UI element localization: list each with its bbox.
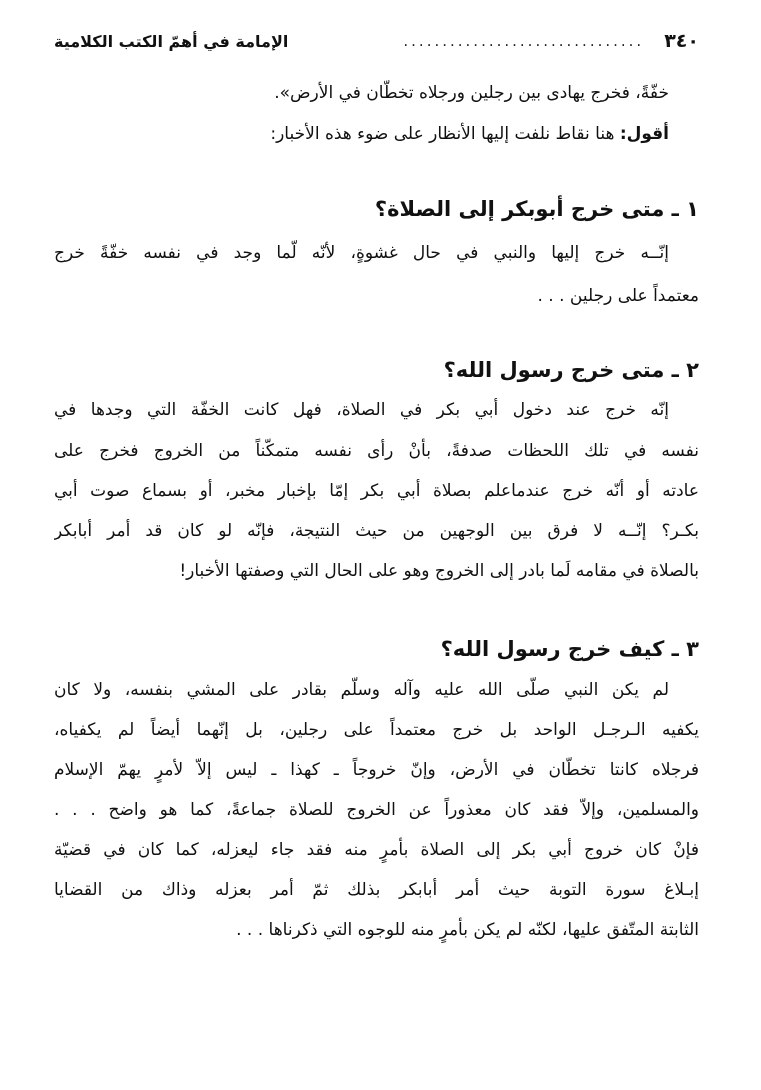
section-3-line-4: والمسلمين، وإلاّ فقد كان معذوراً عن الخروج للصلاة جماعةً، كما هو واضح . . . [54,800,699,820]
section-3-line-7: الثابتة المتّفق عليها، لكنّه لم يكن بأمرٍ منه للوجوه التي ذكرناها . . . [236,920,699,940]
intro-line-1: خفّةً، فخرج يهادى بين رجلين ورجلاه تخطّان في الأرض». [274,83,669,103]
section-heading-3: ٣ ـ كيف خرج رسول الله؟ [440,637,699,661]
intro-line-2 [54,121,669,149]
section-1-line-2: معتمداً على رجلين . . . [537,286,699,306]
section-3-line-2: يكفيه الـرجـل الواحد بل خرج معتمداً على رجلين، بل إنّهما أيضاً لم يكفياه، [54,720,699,740]
section-1-line-1: إنّــه خرج إليها والنبي في حال غشوةٍ، لأنّه لّما وجد في نفسه خفّةً خرج [54,243,669,263]
section-2-line-5: بالصلاة في مقامه لَما بادر إلى الخروج وهو على الحال التي وصفتها الأخبار! [179,561,699,581]
intro-line-2-text: هنا نقاط نلفت إليها الأنظار على ضوء هذه الأخبار: [270,124,620,144]
section-heading-1: ١ ـ متى خرج أبوبكر إلى الصلاة؟ [374,197,699,221]
header-title: الإمامة في أهمّ الكتب الكلامية [54,31,289,51]
section-2-line-1: إنّه خرج عند دخول أبي بكر في الصلاة، فهل كانت الخفّة التي وجدها في [54,400,669,420]
section-2-line-2: نفسه في تلك اللحظات صدفةً، بأنْ رأى نفسه متمكّناً من الخروج فخرج على [54,441,699,461]
section-3-line-1: لم يكن النبي صلّى الله عليه وآله وسلّم بقادر على المشي بنفسه، ولا كان [54,680,669,700]
section-heading-2: ٢ ـ متى خرج رسول الله؟ [443,358,699,382]
section-3-line-5: فإنْ كان خروج أبي بكر إلى الصلاة بأمرٍ منه فقد جاء ليعزله، كما كان في قضيّة [54,840,699,860]
page-number: ٣٤٠ [664,30,699,52]
section-2-line-4: بكـر؟ إنّــه لا فرق بين الوجهين من حيث النتيجة، فإنّه لو كان قد أمر أبابكر [54,521,699,541]
intro-lead: أقول: [619,124,669,144]
header-leader-dots: ............................... [403,32,645,50]
section-3-line-3: فرجلاه كانتا تخطّان في الأرض، وإنّ خروجاً ـ كهذا ـ ليس إلاّ لأمرٍ يهمّ الإسلام [54,760,699,780]
section-2-line-3: عادته أو أنّه خرج عندماعلم بصلاة أبي بكر إمّا بإخبار مخبر، أو بسماع صوت أبي [54,481,699,501]
running-header [54,28,699,54]
section-3-line-6: إبـلاغ سورة التوبة حيث أمر أبابكر بذلك ثمّ أمر بعزله وذاك من القضايا [54,880,699,900]
